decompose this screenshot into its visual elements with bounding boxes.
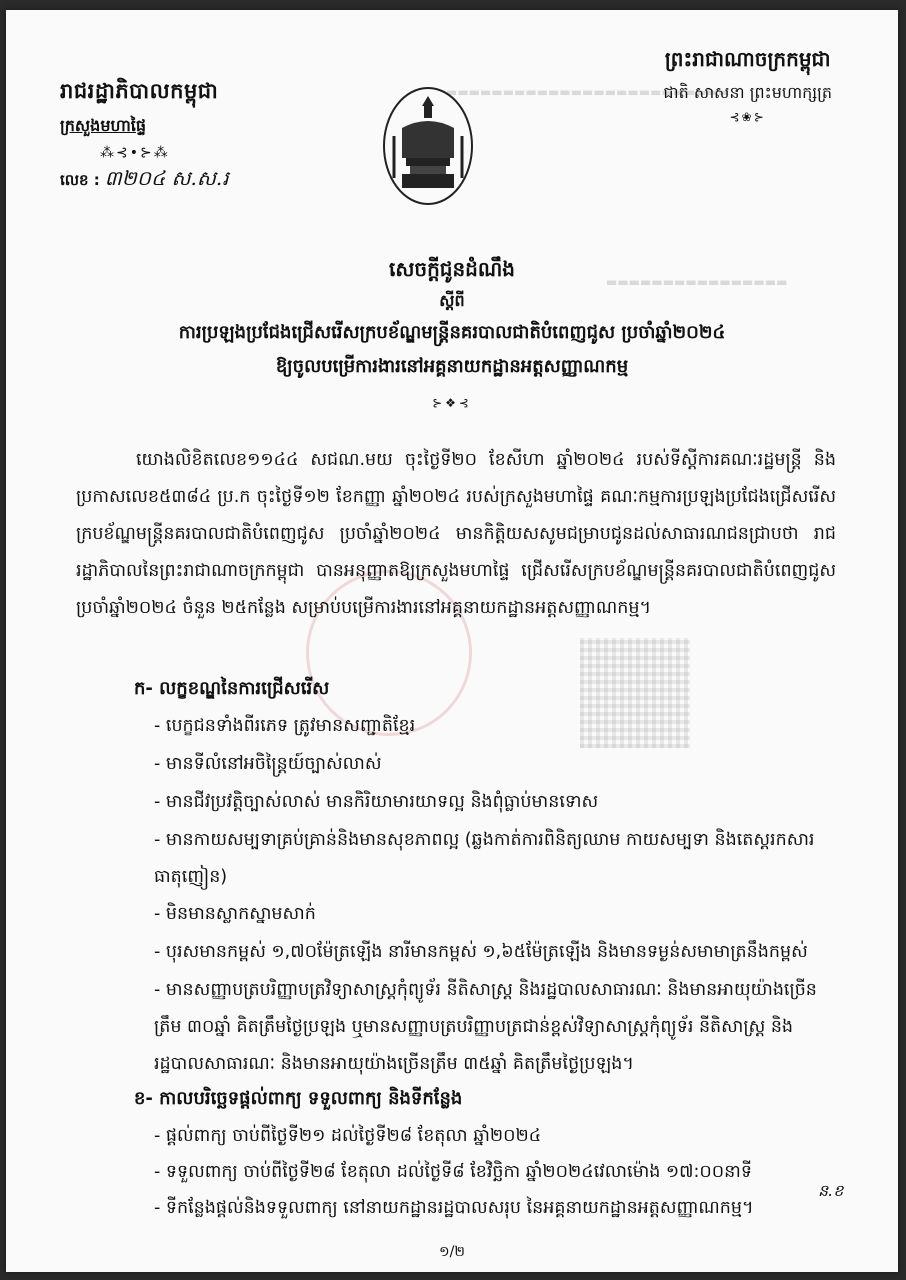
list-item: - បុរសមានកម្ពស់ ១,៧០ម៉ែត្រឡើង នារីមានកម្ពស់ ១,៦៥ម៉ែត្រឡើង និងមានទម្ងន់សមាមាត្រនឹងកម្ពស់ <box>154 934 844 971</box>
list-item: - ទទួលពាក្យ ចាប់ពីថ្ងៃទី២៨ ខែតុលា ដល់ថ្ងៃទី៨ ខែវិច្ឆិកា ឆ្នាំ២០២៤វេលាម៉ោង ១៧:០០នាទី <box>154 1154 844 1191</box>
list-item: - បេក្ខជនទាំងពីរភេទ ត្រូវមានសញ្ជាតិខ្មែរ <box>154 708 844 745</box>
notice-title: សេចក្តីជូនដំណឹង <box>389 257 515 281</box>
royal-emblem-icon <box>380 84 476 214</box>
title-divider: ⊱❖⊰ <box>432 396 472 410</box>
notice-about: ស្តីពី <box>439 291 465 310</box>
government-name: រាជរដ្ឋាភិបាលកម្ពុជា <box>60 79 219 103</box>
right-header <box>663 46 832 124</box>
initials: ន.ខ <box>818 1181 844 1200</box>
left-header <box>60 78 229 195</box>
section-a-heading: ក- លក្ខខណ្ឌនៃការជ្រើសរើស <box>134 678 330 699</box>
list-item: - មានទីលំនៅអចិន្ត្រៃយ៍ច្បាស់លាស់ <box>154 746 844 783</box>
kingdom-name: ព្រះរាជាណាចក្រកម្ពុជា <box>664 47 831 71</box>
national-motto: ជាតិ សាសនា ព្រះមហាក្សត្រ <box>663 83 832 102</box>
ornament-right: ⊰❀⊱ <box>729 110 766 124</box>
document-page: ▬▬▬▬▬▬▬▬▬▬▬▬▬▬▬▬▬▬▬▬▬▬▬▬▬ ▬▬▬▬▬▬▬▬▬▬▬▬▬▬▬▬ រាជរដ្ឋាភិបាលកម្ពុជា ក្រសួងមហាផ្ទៃ ⁂⊰•⊱⁂ លេខ : ៣២០៤ ស.ស.រ ព្រះរាជាណាចក្រកម្ពុជា ជាតិ សាសនា ព្រះមហាក្សត្រ ⊰❀⊱ សេចក្តីជូនដំណឹង ស្តីពី ការប្រឡងប្រជែងជ្រើសរើសក្របខ័ណ្ឌមន្ត្រីនគរបាលជាតិបំពេញជូស ប្រចាំឆ្នាំ២០២៤ ឱ្យចូលបម្រើការងារនៅអគ្គនាយកដ្ឋានអត្តសញ្ញាណកម្ម ⊱❖⊰ យោងលិខិតលេខ១១៤៤ សជណ.មយ ចុះថ្ងៃទី២០ ខែសីហា ឆ្នាំ២០២៤ របស់ទីស្តីការគណៈរដ្ឋមន្ត្រី និងប្រកាសលេខ៥៣៨៤ ប្រ.ក ចុះថ្ងៃទី១២ ខែកញ្ញា ឆ្នាំ២០២៤ របស់ក្រសួងមហាផ្ទៃ គណៈកម្មការប្រឡងប្រជែងជ្រើសរើសក្របខ័ណ្ឌមន្ត្រីនគរបាលជាតិបំពេញជូស ប្រចាំឆ្នាំ២០២៤ មានកិត្តិយសសូមជម្រាបជូនដល់សាធារណជនជ្រាបថា រាជរដ្ឋាភិបាលនៃព្រះរាជាណាចក្រកម្ពុជា បានអនុញ្ញាតឱ្យក្រសួងមហាផ្ទៃ ជ្រើសរើសក្របខ័ណ្ឌមន្ត្រីនគរបាលជាតិបំពេញជូស ប្រចាំឆ្នាំ២០២៤ ចំនួន ២៥កន្លែង សម្រាប់បម្រើការងារនៅអគ្គនាយកដ្ឋានអត្តសញ្ញាណកម្ម។ ក- លក្ខខណ្ឌនៃការជ្រើសរើស - បេក្ខជនទាំងពីរភេទ ត្រូវមានសញ្ជាតិខ្មែរ - មានទីលំនៅអចិន្ត្រៃយ៍ច្បាស់លាស់ - មានជីវប្រវត្តិច្បាស់លាស់ មានកិរិយាមារយាទល្អ និងពុំធ្លាប់មានទោស - មានកាយសម្បទាគ្រប់គ្រាន់និងមានសុខភាពល្អ (ឆ្លងកាត់ការពិនិត្យឈាម កាយសម្បទា និងតេស្តរកសារធាតុញៀន) - មិនមានស្លាកស្នាមសាក់ - បុរសមានកម្ពស់ ១,៧០ម៉ែត្រឡើង នារីមានកម្ពស់ ១,៦៥ម៉ែត្រឡើង និងមានទម្ងន់សមាមាត្រនឹងកម្ពស់ - មានសញ្ញាបត្របរិញ្ញាបត្រវិទ្យាសាស្ត្រកុំព្យូទ័រ នីតិសាស្ត្រ និងរដ្ឋបាលសាធារណៈ និងមានអាយុយ៉ាងច្រើនត្រឹម ៣០ឆ្នាំ គិតត្រឹមថ្ងៃប្រឡង ឬមានសញ្ញាបត្របរិញ្ញាបត្រជាន់ខ្ពស់វិទ្យាសាស្ត្រកុំព្យូទ័រ នីតិសាស្ត្រ និងរដ្ឋបាលសាធារណៈ និងមានអាយុយ៉ាងច្រើនត្រឹម ៣៥ឆ្នាំ គិតត្រឹមថ្ងៃប្រឡង។ ខ- កាលបរិច្ឆេទផ្តល់ពាក្យ ទទួលពាក្យ និងទីកន្លែង - ផ្តល់ពាក្យ ចាប់ពីថ្ងៃទី២១ ដល់ថ្ងៃទី២៨ ខែតុលា ឆ្នាំ២០២៤ - ទទួលពាក្យ ចាប់ពីថ្ងៃទី២៨ ខែតុលា ដល់ថ្ងៃទី៨ ខែវិច្ឆិកា ឆ្នាំ២០២៤វេលាម៉ោង ១៧:០០នាទី - ទីកន្លែងផ្តល់និងទទួលពាក្យ នៅនាយកដ្ឋានរដ្ឋបាលសរុប នៃអគ្គនាយកដ្ឋានអត្តសញ្ញាណកម្ម។ ន.ខ ១/២ <box>6 10 898 1272</box>
intro-paragraph: យោងលិខិតលេខ១១៤៤ សជណ.មយ ចុះថ្ងៃទី២០ ខែសីហា ឆ្នាំ២០២៤ របស់ទីស្តីការគណៈរដ្ឋមន្ត្រី និងប្រកាសលេខ៥៣៨៤ ប្រ.ក ចុះថ្ងៃទី១២ ខែកញ្ញា ឆ្នាំ២០២៤ របស់ក្រសួងមហាផ្ទៃ គណៈកម្មការប្រឡងប្រជែងជ្រើសរើសក្របខ័ណ្ឌមន្ត្រីនគរបាលជាតិបំពេញជូស ប្រចាំឆ្នាំ២០២៤ មានកិត្តិយសសូមជម្រាបជូនដល់សាធារណជនជ្រាបថា រាជរដ្ឋាភិបាលនៃព្រះរាជាណាចក្រកម្ពុជា បានអនុញ្ញាតឱ្យក្រសួងមហាផ្ទៃ ជ្រើសរើសក្របខ័ណ្ឌមន្ត្រីនគរបាលជាតិបំពេញជូស ប្រចាំឆ្នាំ២០២៤ ចំនួន ២៥កន្លែង សម្រាប់បម្រើការងារនៅអគ្គនាយកដ្ឋានអត្តសញ្ញាណកម្ម។ <box>76 450 836 618</box>
page-number: ១/២ <box>439 1244 465 1260</box>
list-item: - មានកាយសម្បទាគ្រប់គ្រាន់និងមានសុខភាពល្អ (ឆ្លងកាត់ការពិនិត្យឈាម កាយសម្បទា និងតេស្តរកសារធាតុញៀន) <box>154 822 844 896</box>
section-b-heading: ខ- កាលបរិច្ឆេទផ្តល់ពាក្យ ទទួលពាក្យ និងទីកន្លែង <box>134 1088 463 1109</box>
reference-number: លេខ : ៣២០៤ ស.ស.រ <box>60 166 229 190</box>
notice-subject-line1: ការប្រឡងប្រជែងជ្រើសរើសក្របខ័ណ្ឌមន្ត្រីនគរបាលជាតិបំពេញជូស ប្រចាំឆ្នាំ២០២៤ <box>178 322 726 343</box>
notice-subject-line2: ឱ្យចូលបម្រើការងារនៅអគ្គនាយកដ្ឋានអត្តសញ្ញាណកម្ម <box>275 356 629 377</box>
ornament: ⁂⊰•⊱⁂ <box>100 145 170 161</box>
list-item: - មិនមានស្លាកស្នាមសាក់ <box>154 896 844 933</box>
list-item: - ផ្តល់ពាក្យ ចាប់ពីថ្ងៃទី២១ ដល់ថ្ងៃទី២៨ ខែតុលា ឆ្នាំ២០២៤ <box>154 1118 844 1155</box>
list-item: - មានជីវប្រវត្តិច្បាស់លាស់ មានកិរិយាមារយាទល្អ និងពុំធ្លាប់មានទោស <box>154 784 844 821</box>
list-item: - មានសញ្ញាបត្របរិញ្ញាបត្រវិទ្យាសាស្ត្រកុំព្យូទ័រ នីតិសាស្ត្រ និងរដ្ឋបាលសាធារណៈ និងមានអាយុយ៉ាងច្រើនត្រឹម ៣០ឆ្នាំ គិតត្រឹមថ្ងៃប្រឡង ឬមានសញ្ញាបត្របរិញ្ញាបត្រជាន់ខ្ពស់វិទ្យាសាស្ត្រកុំព្យូទ័រ នីតិសាស្ត្រ និងរដ្ឋបាលសាធារណៈ និងមានអាយុយ៉ាងច្រើនត្រឹម ៣៥ឆ្នាំ គិតត្រឹមថ្ងៃប្រឡង។ <box>154 972 844 1083</box>
list-item: - ទីកន្លែងផ្តល់និងទទួលពាក្យ នៅនាយកដ្ឋានរដ្ឋបាលសរុប នៃអគ្គនាយកដ្ឋានអត្តសញ្ញាណកម្ម។ <box>154 1190 794 1227</box>
ministry-name: ក្រសួងមហាផ្ទៃ <box>60 116 147 135</box>
